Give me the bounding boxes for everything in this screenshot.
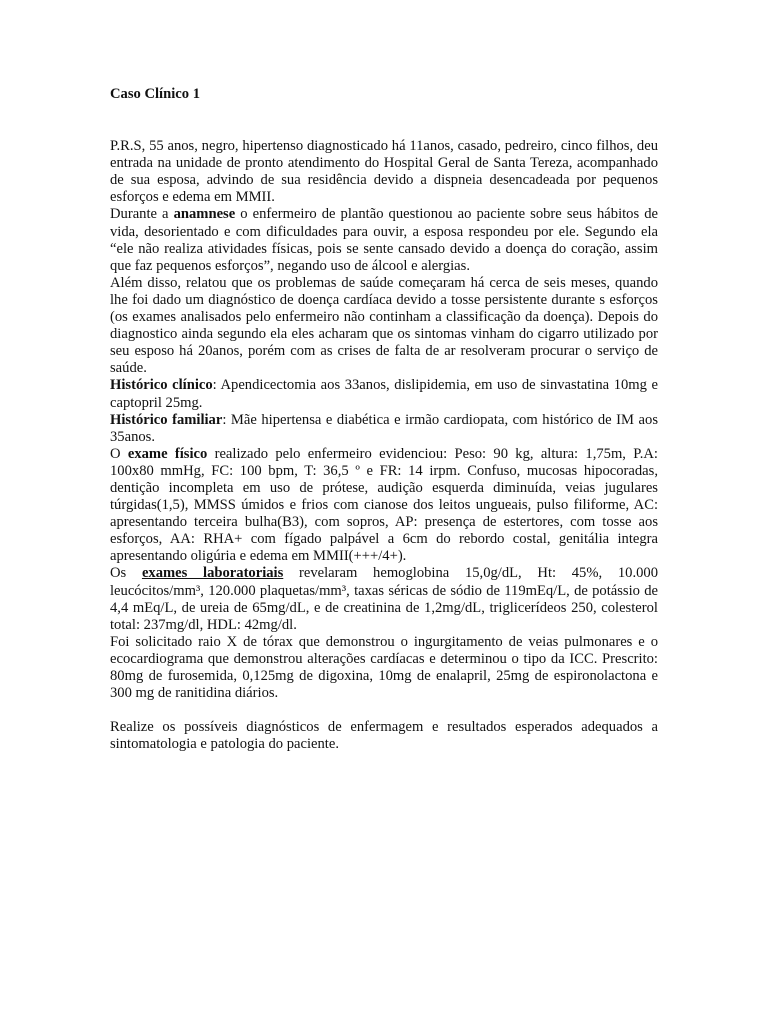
- clinical-history-text: : Apendicectomia aos 33anos, dislipidemia, em uso de sinvastatina 10mg e captopril 25mg.: [110, 377, 658, 411]
- paragraph-history: Além disso, relatou que os problemas de saúde começaram há cerca de seis meses, quando lhe foi dado um diagnóstico de doença cardíaca devido a tosse persistente durante s esforços (os exames analisados pelo enfermeiro não continham a classificação da doença). Depois do diagnostico ainda segundo ela eles acharam que os sintomas vinham do cigarro utilizado por seu esposo há 20anos, porém com as crises de falta de ar resolveram procurar o serviço de saúde.: [110, 274, 658, 377]
- paragraph-spacer: [110, 702, 658, 719]
- lab-exams-term: exames laboratoriais: [141, 565, 284, 582]
- paragraph-physical-exam: [110, 446, 658, 566]
- document-title: Caso Clínico 1: [110, 86, 200, 102]
- lab-exams-text-after: revelaram hemoglobina 15,0g/dL, Ht: 45%, 10.000 leucócitos/mm³, 120.000 plaquetas/mm³, taxas séricas de sódio de 119mEq/L, de potássio de 4,4 mEq/L, de ureia de 65mg/dL, e de creatinina de 1,2mg/dL, triglicerídeos 250, colesterol total: 237mg/dl, HDL: 42mg/dl.: [110, 565, 658, 633]
- anamnese-term: anamnese: [173, 206, 236, 223]
- family-history-text: : Mãe hipertensa e diabética e irmão cardiopata, com histórico de IM aos 35anos.: [110, 411, 658, 445]
- physical-exam-text-after: realizado pelo enfermeiro evidenciou: Peso: 90 kg, altura: 1,75m, P.A: 100x80 mmHg, FC: 100 bpm, T: 36,5 º e FR: 14 irpm. Confuso, mucosas hipocoradas, dentição incompleta em uso de prótese, audição esquerda diminuída, veias jugulares túrgidas(1,5), MMSS úmidos e frios com cianose dos leitos ungueais, pulso filiforme, AC: apresentando terceira bulha(B3), com sopros, AP: presença de estertores, com tosse aos esforços, AA: RHA+ com fígado palpável a 6cm do rebordo costal, genitália integra apresentando oligúria e edema em MMII(+++/4+).: [110, 445, 658, 565]
- physical-exam-term: exame físico: [127, 445, 208, 462]
- document-page: [110, 86, 658, 753]
- paragraph-family-history: [110, 412, 658, 446]
- clinical-history-term: Histórico clínico: [110, 377, 213, 394]
- paragraph-clinical-history: [110, 377, 658, 411]
- paragraph-patient-intro: P.R.S, 55 anos, negro, hipertenso diagnosticado há 11anos, casado, pedreiro, cinco filhos, deu entrada na unidade de pronto atendimento do Hospital Geral de Santa Tereza, acompanhado de sua esposa, advindo de sua residência devido a dispneia desencadeada por pequenos esforços e edema em MMII.: [110, 138, 658, 206]
- family-history-term: Histórico familiar: [110, 411, 223, 428]
- anamnese-text-before: Durante a: [110, 206, 174, 223]
- paragraph-lab-exams: [110, 565, 658, 633]
- paragraph-task: Realize os possíveis diagnósticos de enfermagem e resultados esperados adequados a sintomatologia e patologia do paciente.: [110, 719, 658, 753]
- lab-exams-text-before: Os: [110, 565, 142, 582]
- paragraph-imaging-prescription: Foi solicitado raio X de tórax que demonstrou o ingurgitamento de veias pulmonares e o ecocardiograma que demonstrou alterações cardíacas e determinou o tipo da ICC. Prescrito: 80mg de furosemida, 0,125mg de digoxina, 10mg de enalapril, 25mg de espironolactona e 300 mg de ranitidina diários.: [110, 633, 658, 702]
- anamnese-text-after: o enfermeiro de plantão questionou ao paciente sobre seus hábitos de vida, desorientado e com dificuldades para ouvir, a esposa respondeu por ele. Segundo ela “ele não realiza atividades físicas, pois se sente cansado devido a doença do coração, assim que faz pequenos esforços”, negando uso de álcool e alergias.: [110, 206, 658, 274]
- physical-exam-text-before: O: [110, 445, 128, 462]
- paragraph-anamnese: [110, 206, 658, 274]
